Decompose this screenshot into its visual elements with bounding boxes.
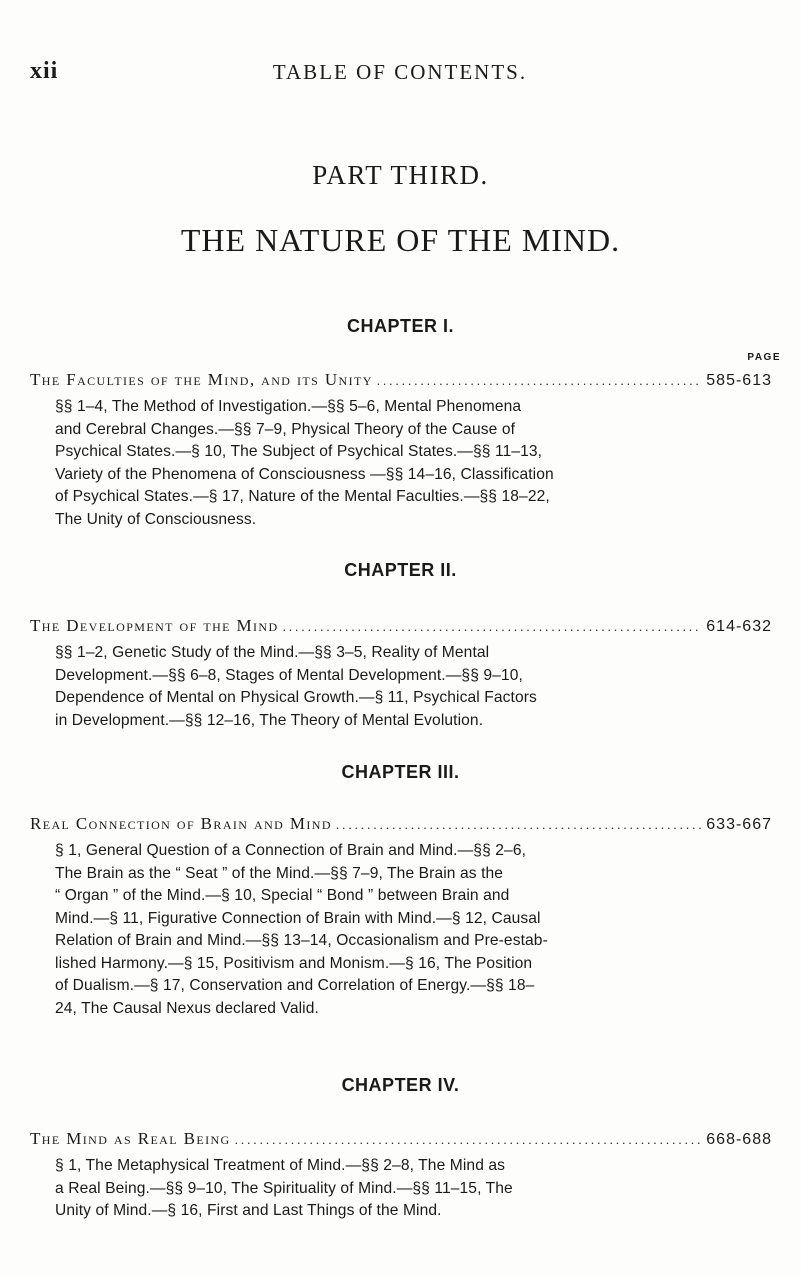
summary-line: § 1, General Question of a Connection of Brain and Mind.—§§ 2–6, [55,842,527,859]
chapter-4-entry-title: The Mind as Real Being [30,1129,231,1148]
summary-line: Variety of the Phenomena of Consciousness —§§ 14–16, Classification [55,465,554,483]
summary-line: Mind.—§ 11, Figurative Connection of Brain with Mind.—§ 12, Causal [55,909,541,927]
summary-line: of Psychical States.—§ 17, Nature of the Mental Faculties.—§§ 18–22, [55,488,550,505]
chapter-4-summary [55,1155,747,1223]
part-title: PART THIRD. [312,160,489,190]
page-number: xii [30,58,59,84]
chapter-2-label: CHAPTER II. [344,560,457,580]
chapter-4-entry [30,1129,772,1151]
chapter-1-entry [30,370,772,392]
chapter-3-entry-title: Real Connection of Brain and Mind [30,814,332,833]
chapter-2-entry [30,616,772,638]
summary-line: Dependence of Mental on Physical Growth.—§ 11, Psychical Factors [55,689,537,706]
summary-line: and Cerebral Changes.—§§ 7–9, Physical Theory of the Cause of [55,420,516,438]
chapter-2-pages: 614-632 [706,618,772,635]
running-head [30,56,770,86]
summary-line: 24, The Causal Nexus declared Valid. [55,999,319,1017]
chapter-2-entry-title: The Development of the Mind [30,616,279,635]
summary-line: lished Harmony.—§ 15, Positivism and Monism.—§ 16, The Position [55,954,533,972]
summary-line: of Dualism.—§ 17, Conservation and Correlation of Energy.—§§ 18– [55,977,535,994]
summary-line: Relation of Brain and Mind.—§§ 13–14, Occasionalism and Pre-estab- [55,932,548,949]
dot-leader [336,817,702,833]
chapter-1-entry-title: The Faculties of the Mind, and its Unity [30,370,373,389]
chapter-1-label: CHAPTER I. [346,316,454,336]
dot-leader [235,1132,703,1148]
chapter-1-summary [55,396,747,531]
page-column-label: PAGE [747,352,781,363]
chapter-1-pages: 585-613 [706,372,772,389]
dot-leader [283,619,703,635]
chapter-3-summary [55,840,747,1020]
chapter-3-pages: 633-667 [706,816,772,833]
part-subtitle: THE NATURE OF THE MIND. [180,222,621,258]
summary-line: §§ 1–2, Genetic Study of the Mind.—§§ 3–5, Reality of Mental [55,644,490,661]
dot-leader [377,373,703,389]
running-head-title: TABLE OF CONTENTS. [272,60,528,84]
chapter-2-summary [55,642,747,732]
chapter-4-label: CHAPTER IV. [341,1075,460,1095]
chapter-3-label: CHAPTER III. [341,762,460,782]
summary-line: The Unity of Consciousness. [55,510,257,528]
summary-line: Unity of Mind.—§ 16, First and Last Things of the Mind. [55,1202,442,1219]
summary-line: a Real Being.—§§ 9–10, The Spirituality of Mind.—§§ 11–15, The [55,1179,513,1197]
summary-line: § 1, The Metaphysical Treatment of Mind.—§§ 2–8, The Mind as [55,1157,506,1174]
summary-line: Development.—§§ 6–8, Stages of Mental Development.—§§ 9–10, [55,666,523,684]
summary-line: in Development.—§§ 12–16, The Theory of Mental Evolution. [55,711,484,729]
chapter-4-pages: 668-688 [706,1131,772,1148]
summary-line: §§ 1–4, The Method of Investigation.—§§ 5–6, Mental Phenomena [55,398,522,415]
summary-line: Psychical States.—§ 10, The Subject of Psychical States.—§§ 11–13, [55,443,543,460]
summary-line: “ Organ ” of the Mind.—§ 10, Special “ Bond ” between Brain and [55,887,510,904]
summary-line: The Brain as the “ Seat ” of the Mind.—§§ 7–9, The Brain as the [55,864,504,882]
chapter-3-entry [30,814,772,836]
